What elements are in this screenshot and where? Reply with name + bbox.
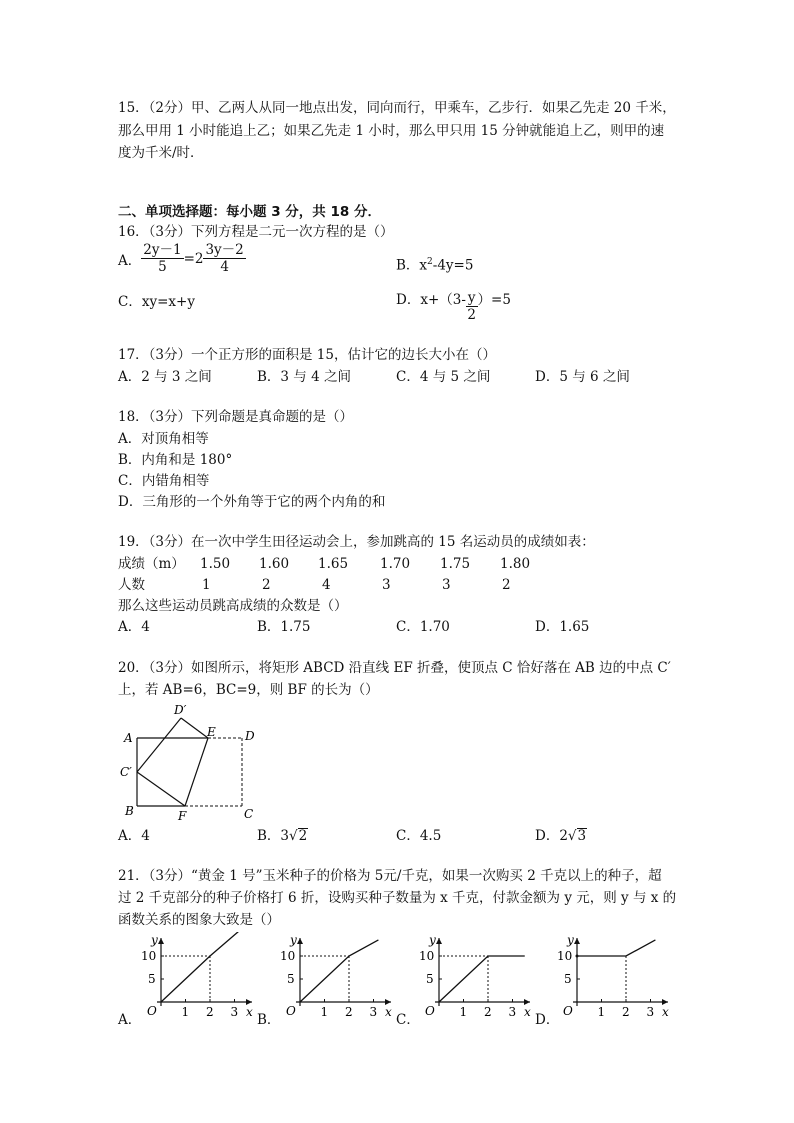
- x-axis-label: x: [246, 1005, 253, 1019]
- x-tick-label-1: 1: [597, 1005, 606, 1019]
- sqrt-sign: √: [289, 828, 298, 844]
- q16-d-post: ）=5: [477, 292, 511, 308]
- q19-score: 1.65: [318, 556, 349, 572]
- q16-d-label: D．: [396, 292, 421, 308]
- q19-score: 1.70: [380, 556, 411, 572]
- frac-den: 5: [158, 259, 167, 275]
- q19-question: 那么这些运动员跳高成绩的众数是（）: [118, 598, 348, 614]
- q19-score: 1.50: [200, 556, 231, 572]
- label-f: F: [178, 809, 187, 823]
- q16-option-a: [118, 242, 246, 275]
- q20-d-radicand: 3: [577, 828, 587, 844]
- label-e: E: [207, 725, 216, 739]
- segment-fe: [185, 738, 208, 806]
- function-curve: [577, 940, 655, 956]
- label-d: D: [245, 729, 255, 743]
- q18-stem: 18．（3分）下列命题是真命题的是（）: [118, 409, 354, 425]
- q16-b-label: B．: [396, 257, 420, 274]
- label-d-prime: D′: [174, 703, 187, 717]
- label-a: A: [124, 731, 133, 745]
- q20-b-label: B．: [257, 828, 281, 844]
- q20-line2: 上，若 AB=6，BC=9，则 BF 的长为（）: [118, 682, 379, 698]
- frac-num: 2y－1: [143, 242, 182, 258]
- label-c: C: [244, 807, 254, 821]
- q19-count: 4: [322, 577, 331, 593]
- y-tick-label-5: 5: [148, 972, 156, 986]
- x-tick-label-3: 3: [646, 1005, 655, 1019]
- function-curve: [300, 940, 378, 1002]
- q19-option-a: A．4: [118, 619, 150, 635]
- y-axis-arrow: [158, 938, 164, 944]
- x-tick-label-1: 1: [181, 1005, 190, 1019]
- q19-count: 3: [442, 577, 451, 593]
- y-axis-arrow: [574, 938, 580, 944]
- graph-c: [412, 932, 537, 1024]
- q20-option-b: [257, 826, 308, 846]
- q18-option-d: D．三角形的一个外角等于它的两个内角的和: [118, 494, 386, 510]
- q19-count: 2: [502, 577, 511, 593]
- x-tick-label-1: 1: [459, 1005, 468, 1019]
- y-tick-label-10: 10: [141, 949, 157, 963]
- x-tick-label-2: 2: [484, 1005, 492, 1019]
- q20-b-coef: 3: [280, 828, 290, 844]
- q20-option-c: C．4.5: [396, 828, 442, 844]
- x-axis-label: x: [662, 1005, 669, 1019]
- q19-option-d: D．1.65: [535, 619, 590, 635]
- q16-a-frac1: [141, 242, 183, 275]
- y-tick-label-5: 5: [564, 972, 572, 986]
- q21-option-d-label: D．: [535, 1012, 560, 1028]
- label-c-prime: C′: [120, 765, 132, 779]
- y-tick-label-10: 10: [280, 949, 296, 963]
- q16-d-frac: [466, 290, 478, 323]
- q16-d-pre: x+（3-: [420, 292, 466, 308]
- q17-option-a: A．2 与 3 之间: [118, 369, 212, 385]
- q19-option-c: C．1.70: [396, 619, 450, 635]
- q19-count: 2: [262, 577, 271, 593]
- y-tick-label-10: 10: [419, 949, 435, 963]
- frac-num: 3y－2: [205, 242, 244, 258]
- label-b: B: [125, 804, 134, 818]
- q15-line2: 那么甲用 1 小时能追上乙；如果乙先走 1 小时，那么甲只用 15 分钟就能追上乙，则甲的速: [118, 123, 665, 139]
- graph-d: [550, 932, 675, 1024]
- q16-b-exp: 2: [427, 257, 433, 267]
- x-tick-label-2: 2: [622, 1005, 630, 1019]
- q15-line1: 15．（2分）甲、乙两人从同一地点出发，同向而行，甲乘车，乙步行．如果乙先走 20 千米，: [118, 100, 676, 116]
- q16-b-rest: -4y=5: [432, 257, 474, 274]
- q17-stem: 17．（3分）一个正方形的面积是 15，估计它的边长大小在（）: [118, 347, 496, 363]
- x-axis-label: x: [385, 1005, 392, 1019]
- origin-label: O: [563, 1004, 573, 1018]
- y-axis-label: y: [290, 933, 297, 947]
- rectangle-fold-figure: [110, 700, 270, 825]
- function-curve: [439, 956, 525, 1002]
- segment-ed1: [181, 718, 208, 738]
- q16-option-c: [118, 292, 195, 312]
- q19-score: 1.80: [500, 556, 531, 572]
- q16-option-b: [396, 252, 473, 276]
- q20-option-d: [535, 826, 587, 846]
- x-tick-label-3: 3: [508, 1005, 517, 1019]
- x-tick-label-1: 1: [320, 1005, 329, 1019]
- x-tick-label-3: 3: [369, 1005, 378, 1019]
- q16-a-eq: =2: [183, 250, 204, 267]
- q20-option-a: A．4: [118, 828, 150, 844]
- frac-den: 4: [220, 259, 229, 275]
- origin-label: O: [147, 1004, 157, 1018]
- segment-d1c1: [137, 718, 181, 772]
- start-point: [576, 955, 579, 958]
- q17-option-d: D．5 与 6 之间: [535, 369, 630, 385]
- y-axis-arrow: [297, 938, 303, 944]
- frac-den: 2: [467, 307, 477, 323]
- q21-line1: 21．（3分）“黄金 1 号”玉米种子的价格为 5元/千克，如果一次购买 2 千克以上的种子，超: [118, 868, 662, 884]
- q21-line3: 函数关系的图象大致是（）: [118, 912, 280, 928]
- q20-b-radicand: 2: [298, 828, 308, 844]
- q20-d-label: D．: [535, 828, 560, 844]
- q16-option-d: [396, 288, 511, 323]
- q21-option-c-label: C．: [396, 1012, 420, 1028]
- q21-line2: 过 2 千克部分的种子价格打 6 折，设购买种子数量为 x 千克，付款金额为 y 元，则 y 与 x 的: [118, 890, 677, 906]
- graph-b: [273, 932, 398, 1024]
- x-tick-label-2: 2: [206, 1005, 214, 1019]
- q16-a-frac2: [203, 242, 245, 275]
- q19-score: 1.75: [440, 556, 471, 572]
- origin-label: O: [425, 1004, 435, 1018]
- segment-c1f: [137, 772, 185, 806]
- origin-label: O: [286, 1004, 296, 1018]
- q21-option-b-label: B．: [257, 1012, 281, 1028]
- function-curve: [161, 932, 239, 1002]
- y-tick-label-10: 10: [557, 949, 573, 963]
- q18-option-c: C．内错角相等: [118, 473, 210, 489]
- q17-option-b: B．3 与 4 之间: [257, 369, 351, 385]
- q18-option-b: B．内角和是 180°: [118, 452, 233, 468]
- sqrt-sign: √: [567, 828, 577, 844]
- q16-stem: 16．（3分）下列方程是二元一次方程的是（）: [118, 224, 394, 240]
- y-tick-label-5: 5: [287, 972, 295, 986]
- q19-score: 1.60: [259, 556, 290, 572]
- y-axis-label: y: [151, 933, 158, 947]
- x-tick-label-2: 2: [345, 1005, 353, 1019]
- q16-b-x: x: [419, 257, 428, 274]
- q17-option-c: C．4 与 5 之间: [396, 369, 491, 385]
- graph-a: [134, 932, 259, 1024]
- y-axis-arrow: [436, 938, 442, 944]
- q19-count: 1: [202, 577, 211, 593]
- x-axis-label: x: [524, 1005, 531, 1019]
- q16-c-label: C．: [118, 294, 142, 310]
- q19-option-b: B．1.75: [257, 619, 311, 635]
- q20-d-coef: 2: [559, 828, 568, 844]
- q20-line1: 20．（3分）如图所示，将矩形 ABCD 沿直线 EF 折叠，使顶点 C 恰好落在 AB 边的中点 C′: [118, 660, 671, 676]
- section-title: 二、单项选择题：每小题 3 分，共 18 分．: [118, 204, 381, 220]
- frac-num: y: [467, 290, 476, 306]
- y-axis-label: y: [429, 933, 436, 947]
- y-axis-label: y: [567, 933, 574, 947]
- y-tick-label-5: 5: [426, 972, 434, 986]
- q21-option-a-label: A．: [118, 1012, 142, 1028]
- q16-c-text: xy=x+y: [141, 294, 195, 310]
- q16-a-label: A．: [118, 252, 142, 269]
- q19-stem: 19．（3分）在一次中学生田径运动会上，参加跳高的 15 名运动员的成绩如表：: [118, 534, 595, 550]
- q18-option-a: A．对顶角相等: [118, 431, 209, 447]
- x-tick-label-3: 3: [230, 1005, 239, 1019]
- q19-row1-label: 成绩（m）: [118, 556, 185, 572]
- q19-count: 3: [382, 577, 391, 593]
- q19-row2-label: 人数: [118, 577, 145, 593]
- q15-line3: 度为千米/时．: [118, 145, 204, 161]
